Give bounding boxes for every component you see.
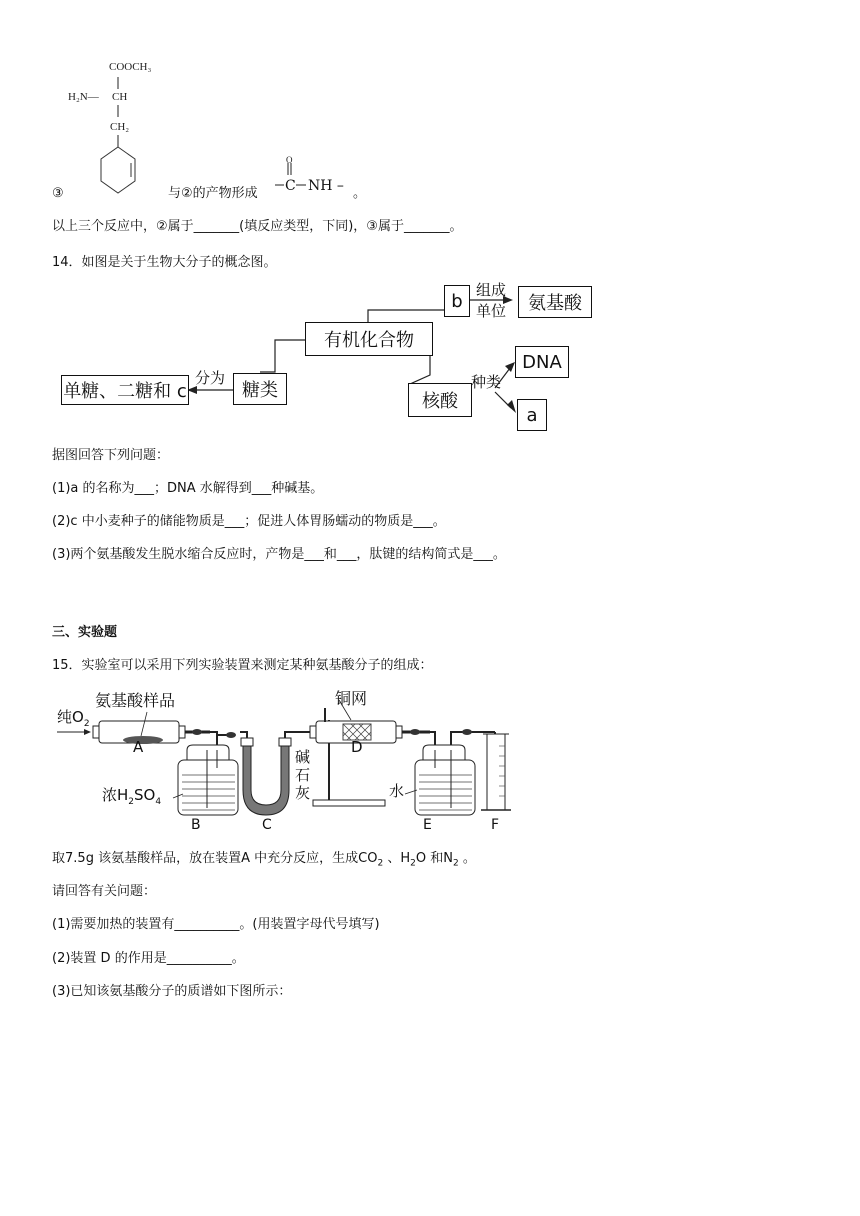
label-composition: 组成 xyxy=(476,281,507,299)
node-sugar-types: 单糖、二糖和 c xyxy=(61,375,189,405)
q14-question-1: (1)a 的名称为___；DNA 水解得到___种碱基。 xyxy=(52,481,324,496)
alpha-carbon: CH xyxy=(112,91,128,103)
apparatus-figure xyxy=(55,690,525,835)
label-unit: 单位 xyxy=(476,302,507,320)
q14-prompt: 据图回答下列问题： xyxy=(52,448,170,463)
label-water: 水 xyxy=(389,782,405,800)
label-soda-lime-1: 碱 xyxy=(295,748,311,766)
node-sugar: 糖类 xyxy=(233,373,287,405)
q15-question-1: (1)需要加热的装置有__________。(用装置字母代号填写) xyxy=(52,917,380,932)
structure-end: 。 xyxy=(353,186,367,201)
label-sample: 氨基酸样品 xyxy=(95,691,176,710)
carbonyl-oxygen: O xyxy=(286,155,293,165)
label-b: B xyxy=(191,817,201,833)
q14-question-3: (3)两个氨基酸发生脱水缩合反应时，产物是___和___，肽键的结构简式是___。 xyxy=(52,547,506,562)
amide-nh: NH – xyxy=(308,178,344,194)
node-amino-acid: 氨基酸 xyxy=(518,286,592,318)
amide-carbon: C xyxy=(285,178,296,194)
node-dna: DNA xyxy=(515,346,569,378)
q14-title: 14．如图是关于生物大分子的概念图。 xyxy=(52,255,277,270)
q15-prompt: 请回答有关问题： xyxy=(52,884,157,899)
section-heading: 三、实验题 xyxy=(52,625,118,640)
q15-question-3: (3)已知该氨基酸分子的质谱如下图所示： xyxy=(52,984,292,999)
node-organic-compound: 有机化合物 xyxy=(305,322,433,356)
label-e: E xyxy=(423,817,432,833)
label-pure-oxygen: 纯$O_2$ xyxy=(57,708,90,729)
q15-title: 15．实验室可以采用下列实验装置来测定某种氨基酸分子的组成： xyxy=(52,658,433,673)
label-a: A xyxy=(133,738,144,756)
label-soda-lime-3: 灰 xyxy=(295,784,311,802)
q14-question-2: (2)c 中小麦种子的储能物质是___；促进人体胃肠蠕动的物质是___。 xyxy=(52,514,446,529)
label-sulfuric-acid: 浓$H_2SO_4$ xyxy=(102,786,162,807)
amine-group: H₂N— xyxy=(68,91,99,103)
structure-figure xyxy=(52,55,370,205)
q13-summary: 以上三个反应中，②属于_______(填反应类型，下同)，③属于_______。 xyxy=(52,219,463,234)
label-types: 种类 xyxy=(471,373,502,391)
label-split: 分为 xyxy=(195,369,226,387)
label-f: F xyxy=(491,817,500,833)
node-b: b xyxy=(444,285,470,317)
apparatus-drawing xyxy=(55,690,525,835)
concept-map xyxy=(55,280,615,435)
label-d: D xyxy=(351,738,363,756)
node-a: a xyxy=(517,399,547,431)
item-marker: ③ xyxy=(52,186,64,201)
node-nucleic-acid: 核酸 xyxy=(408,383,472,417)
label-c: C xyxy=(262,817,272,833)
label-copper-mesh: 铜网 xyxy=(335,689,368,708)
q15-sample-line: 取7.5g 该氨基酸样品，放在装置A 中充分反应，生成$CO_2$ 、$H_2O$ 和$N_2$ 。 xyxy=(52,851,476,869)
structure-caption: 与②的产物形成 xyxy=(168,186,258,201)
methylene-group: CH₂ xyxy=(110,121,130,133)
label-soda-lime-2: 石 xyxy=(295,766,311,784)
q15-question-2: (2)装置 D 的作用是__________。 xyxy=(52,951,245,966)
ester-group: COOCH₃ xyxy=(109,61,152,73)
